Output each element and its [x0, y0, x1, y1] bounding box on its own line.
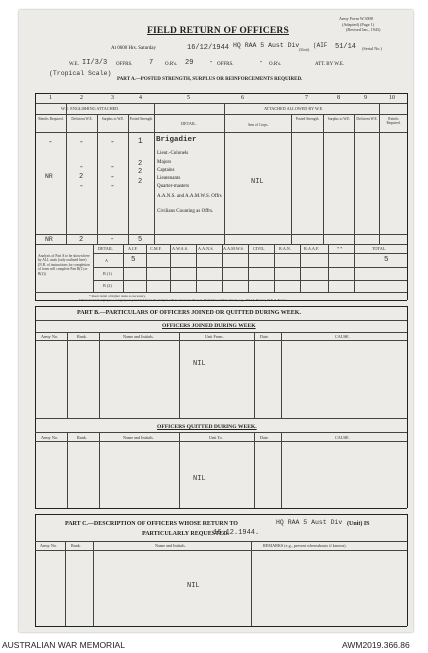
form-adapted: (Adapted) (Page 1): [342, 22, 375, 27]
detail-quartermasters: Quarter-masters: [157, 184, 190, 189]
c3-r2: -: [110, 163, 115, 172]
att-label: ATT. BY W.E.: [315, 62, 345, 67]
an-col-total: TOTAL.: [372, 246, 387, 251]
an-col-ran: R.A.N.: [279, 246, 291, 251]
detail-civilians: Civilians Counting as Offrs.: [157, 209, 214, 214]
hdr-surplus-right: Surplus to W.E.: [327, 117, 351, 121]
joined-col-army-no: Army No.: [41, 334, 58, 339]
ors-label: O.R's.: [165, 62, 178, 67]
col-num-7: 7: [305, 95, 308, 101]
total-c1: NR: [45, 236, 53, 243]
c4-r3: 2: [138, 168, 143, 176]
part-c-date: 16.12.1944.: [213, 529, 260, 537]
hdr-surplus-left: Surplus to W.E.: [101, 117, 125, 121]
an-row-b1: B (1): [103, 271, 112, 276]
total-c2: 2: [79, 236, 84, 244]
hdr-deficient-left: Deficient W.E.: [71, 117, 93, 121]
c4-r1: 1: [138, 137, 143, 146]
quitted-col-name: Name and Initials.: [123, 435, 154, 440]
document-sheet: [19, 10, 413, 632]
an-col-aans: A.A.N.S.: [198, 246, 214, 251]
serial-label: (Serial No.): [362, 46, 382, 51]
joined-col-cause: CAUSE.: [335, 334, 350, 339]
joined-nil: NIL: [193, 360, 206, 368]
detail-brigadier: Brigadier: [156, 136, 197, 144]
ors-value: 29: [185, 59, 194, 67]
detail-aans: A.A.N.S. and A.A.M.W.S. Offrs: [157, 194, 222, 199]
col-num-5: 5: [187, 95, 190, 101]
joined-col-name: Name and Initials.: [123, 334, 154, 339]
an-total-value: 5: [384, 256, 389, 264]
group-left-header: W.E. ENGLISHING ATTACHED.: [61, 106, 120, 111]
joined-col-unit-from: Unit From.: [205, 334, 224, 339]
detail-majors: Majors: [157, 160, 172, 165]
offrs-label-2: OFFRS.: [217, 62, 234, 67]
serial-number: 51/14: [335, 43, 357, 51]
hdr-reinfts-right: Reinfts Required.: [386, 117, 401, 125]
col-num-6: 6: [241, 95, 244, 101]
quitted-nil: NIL: [193, 475, 206, 483]
unit-suffix: (Unit): [299, 47, 310, 52]
hdr-detail: DETAIL.: [181, 121, 197, 126]
group-right-header: ATTACHED ALLOWED BY W.E.: [264, 106, 324, 111]
footer-accession: AWM2019.366.86: [342, 640, 410, 650]
joined-col-rank: Rank.: [77, 334, 87, 339]
form-revised: (Revised Jan., 1943): [346, 27, 381, 32]
offrs-value-2: -: [209, 59, 214, 67]
an-aif-value: 5: [131, 256, 136, 264]
col-num-1: 1: [49, 95, 52, 101]
pc-col-remarks: REMARKS (e.g., present whereabouts if known).: [263, 543, 347, 548]
col-num-3: 3: [111, 95, 114, 101]
part-b-title: PART B.—PARTICULARS OF OFFICERS JOINED OR QUITTED DURING WEEK.: [77, 310, 301, 316]
col-num-2: 2: [80, 95, 83, 101]
detail-captains: Captains: [157, 168, 175, 173]
an-col-cmf: C.M.F.: [150, 246, 162, 251]
analysis-note: Analysis of Part A to be shown here by ALL units (only outlined here) (N.B. of instructions for completion of form will complete Part B(1) or B(2)): [38, 254, 90, 276]
hdr-posted-right: Posted Strength.: [295, 117, 320, 121]
c1-r1: -: [48, 138, 53, 147]
ors-value-2: -: [259, 59, 264, 67]
c1-r3: NR: [45, 173, 53, 180]
col-num-10: 10: [389, 95, 395, 101]
detail-lieutenants: Lieutenants: [157, 176, 181, 181]
quitted-col-unit-to: Unit To.: [209, 435, 223, 440]
pc-col-name: Name and Initials.: [155, 543, 186, 548]
col-num-8: 8: [337, 95, 340, 101]
serial-prefix: (AIF: [313, 42, 328, 49]
c2-r2: -: [79, 163, 84, 172]
we-label: W.E.: [69, 62, 79, 67]
hdr-posted-left: Posted Strength: [129, 117, 153, 121]
part-c-unit: HQ RAA 5 Aust Div: [276, 519, 343, 526]
col-num-9: 9: [364, 95, 367, 101]
total-c3: -: [110, 236, 115, 244]
joined-title: OFFICERS JOINED DURING WEEK: [162, 323, 256, 329]
an-row-a: A: [105, 258, 109, 263]
col-num-4: 4: [139, 95, 142, 101]
an-col-other: * *: [337, 246, 343, 251]
offrs-label: OFFRS.: [116, 62, 133, 67]
hdr-reinfts-left: Reinfts Required.: [38, 117, 64, 121]
quitted-col-rank: Rank.: [77, 435, 87, 440]
part-c-title-suffix: (Unit) IS: [347, 521, 370, 527]
pc-col-army-no: Army No.: [40, 543, 57, 548]
c2-r4: -: [79, 182, 84, 191]
scale-note: (Tropical Scale): [49, 70, 112, 77]
footnote-2: * Personnel belonging to a category not provided for in the analysis will be shown in this Col. Particulars will be shown, e.g., 20 U.S. Forces; 10 N.Z. Forces.: [79, 297, 288, 302]
c4-r2: 2: [138, 160, 143, 168]
ors-label-2: O.R's.: [269, 62, 282, 67]
pc-col-rank: Rank.: [71, 543, 81, 548]
quitted-col-cause: CAUSE.: [335, 435, 350, 440]
footer-credit: AUSTRALIAN WAR MEMORIAL: [2, 640, 125, 650]
offrs-value: 7: [149, 59, 154, 67]
return-date: 16/12/1944: [187, 44, 230, 52]
an-col-awas: A.W.A.S.: [172, 246, 189, 251]
quitted-col-date: Date.: [260, 435, 269, 440]
part-c-title: PART C.—DESCRIPTION OF OFFICERS WHOSE RETURN TO: [65, 521, 238, 527]
unit-name: HQ RAA 5 Aust Div: [233, 42, 300, 49]
form-reference: Army Form W.3008: [339, 16, 373, 21]
c2-r1: -: [79, 138, 84, 147]
part-a-nil: NIL: [251, 178, 264, 186]
c4-r4: 2: [138, 178, 143, 186]
an-col-aamws: A.A.M.W.S.: [223, 246, 244, 251]
c3-r1: -: [110, 138, 115, 147]
c3-r3: -: [110, 173, 115, 182]
quitted-title: OFFICERS QUITTED DURING WEEK.: [157, 424, 257, 430]
an-col-detail: DETAIL: [98, 246, 113, 251]
we-value: II/3/3: [82, 59, 108, 67]
c2-r3: 2: [79, 173, 84, 181]
footnote-1: * Insert detail of higher ranks as necessary.: [89, 294, 146, 298]
quitted-col-army-no: Army No.: [41, 435, 58, 440]
part-c-nil: NIL: [187, 582, 200, 590]
part-a-heading: PART A.—POSTED STRENGTH, SURPLUS OR REINFORCEMENTS REQUIRED.: [117, 77, 303, 82]
total-c4: 5: [138, 236, 143, 244]
an-row-b2: B (2): [103, 283, 112, 288]
an-col-raaf: R.A.A.F.: [304, 246, 320, 251]
document-title: FIELD RETURN OF OFFICERS: [147, 26, 289, 36]
an-col-aif: A.I.F.: [128, 246, 138, 251]
detail-lt-colonels: Lieut.-Colonels: [157, 151, 189, 156]
an-col-civil: CIVIL.: [253, 246, 266, 251]
hdr-arm-of-corps: Arm of Corps.: [247, 123, 269, 127]
joined-col-date: Date.: [260, 334, 269, 339]
part-c-requested: PARTICULARLY REQUESTED.: [142, 531, 229, 537]
at-text: At 0600 Hrs. Saturday: [111, 46, 156, 51]
c3-r4: -: [110, 182, 115, 191]
hdr-deficient-right: Deficient W.E.: [356, 117, 378, 121]
